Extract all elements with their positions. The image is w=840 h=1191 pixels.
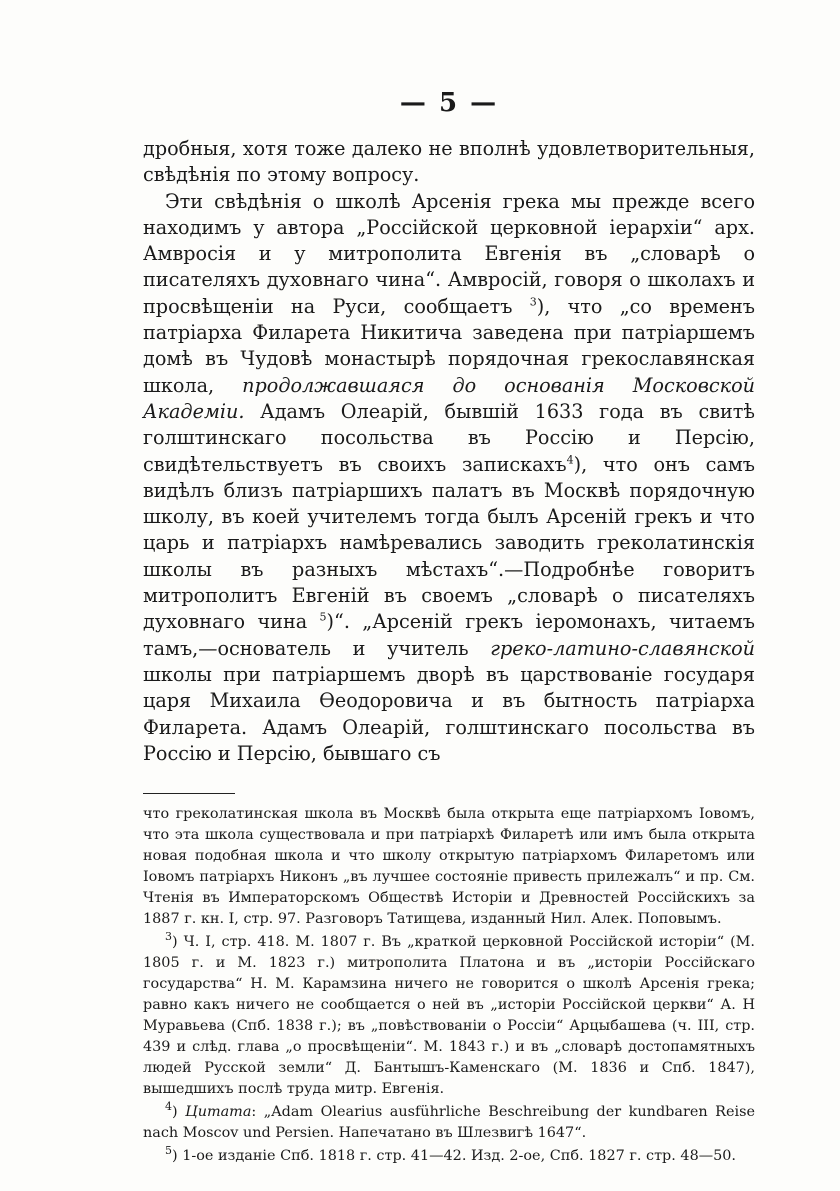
footnote-label: Цитата (185, 1104, 252, 1121)
page (143, 88, 755, 1167)
text-segment: Адамъ Олеарій, бывшій 1633 года въ свитѣ голштинскаго посольства въ Россію и Персію, свидѣтельствуетъ въ своихъ запискахъ (143, 399, 755, 476)
footnote-text: ) 1-ое изданіе Спб. 1818 г. стр. 41—42. Изд. 2-ое, Спб. 1827 г. стр. 48—50. (172, 1148, 736, 1165)
page-number: — 5 — (399, 88, 499, 118)
italic-text: продолжавшаяся до основанія Московской Академіи. (143, 373, 755, 423)
text-segment: Эти свѣдѣнія о школѣ Арсенія грека мы прежде всего находимъ у автора „Россійской церковной іерархіи“ арх. Амвросія и у митрополита Евгенія въ „словарѣ о писателяхъ духовнаго чина“. Амвросій, говоря о школахъ и просвѣщеніи на Руси, сообщаетъ (143, 189, 755, 318)
italic-text: греко-латино-славянской (490, 636, 755, 660)
footnote-5 (143, 1146, 755, 1167)
paragraph-2 (143, 189, 755, 768)
footnote-divider (143, 793, 235, 794)
footnote-ref-3: 3 (529, 295, 537, 309)
footnote-text: ) Ч. I, стр. 418. М. 1807 г. Въ „краткой церковной Россійской исторіи“ (М. 1805 г. и М. 1823 г.) митрополита Платона и въ „исторіи Россійскаго государства“ Н. М. Карамзина ничего не говорится о школѣ Арсенія грека; равно какъ ничего не сообщается о ней въ „исторіи Россійской церкви“ А. Н Муравьева (Спб. 1838 г.); въ „повѣствованіи о Россіи“ Арцыбашева (ч. III, стр. 439 и слѣд. глава „о просвѣщеніи“. М. 1843 г.) и въ „словарѣ достопамятныхъ людей Русской земли“ Д. Бантышъ-Каменскаго (М. 1836 и Спб. 1847), вышедшихъ послѣ труда митр. Евгенія. (143, 934, 755, 1098)
footnote-ref-5: 5 (319, 610, 327, 624)
footnote-ref-4: 4 (566, 453, 574, 467)
footnote-continuation: что греколатинская школа въ Москвѣ была открыта еще патріархомъ Іовомъ, что эта школа существовала и при патріархѣ Филаретѣ или имъ была открыта новая подобная школа и что школу открытую патріархомъ Филаретомъ или Іовомъ патріархъ Никонъ „въ лучшее состояніе привесть прилежалъ“ и пр. См. Чтенія въ Императорскомъ Обществѣ Исторіи и Древностей Россійскихъ за 1887 г. кн. I, стр. 97. Разговоръ Татищева, изданный Нил. Алек. Поповымъ. (143, 806, 755, 928)
text-segment: ), что „со временъ патріарха Филарета Никитича заведена при патріаршемъ домѣ въ Чудовѣ монастырѣ порядочная грекославянская школа, (143, 294, 755, 397)
footnotes (143, 804, 755, 1167)
text-segment: )“. „Арсеній грекъ іеромонахъ, читаемъ тамъ,—основатель и учитель (143, 610, 755, 660)
footnote-4: $^4$) Цитата: „Adam Olearius ausführliche Beschreibung der kundbaren Reise nach Moscov und Persien. Напечатано въ Шлезвигѣ 1647“. (143, 1100, 755, 1142)
paragraph-1: дробныя, хотя тоже далеко не вполнѣ удовлетворительныя, свѣдѣнія по этому вопросу. (143, 137, 755, 187)
text-segment: ), что онъ самъ видѣлъ близъ патріаршихъ палатъ въ Москвѣ порядочную школу, въ коей учителемъ тогда былъ Арсеній грекъ и что царь и патріархъ намѣревались заводить греколатинскія школы въ разныхъ мѣстахъ“.—Подробнѣе говоритъ митрополитъ Евгеній въ своемъ „словарѣ о писателяхъ духовнаго чина (143, 452, 755, 634)
footnote-mark: 5 (165, 1144, 172, 1158)
text-segment: школы при патріаршемъ дворѣ въ царствованіе государя царя Михаила Ѳеодоровича и въ бытность патріарха Филарета. Адамъ Олеарій, голштинскаго посольства въ Россію и Персію, бывшаго съ (143, 662, 755, 765)
main-text (143, 136, 755, 767)
footnote-3 (143, 932, 755, 1100)
footnote-text: : „Adam Olearius ausführliche Beschreibung der kundbaren Reise nach Moscov und Persien. Напечатано въ Шлезвигѣ 1647“. (143, 1104, 755, 1142)
footnote-mark: 3 (165, 930, 172, 944)
footnote-mark: 4 (165, 1100, 172, 1114)
